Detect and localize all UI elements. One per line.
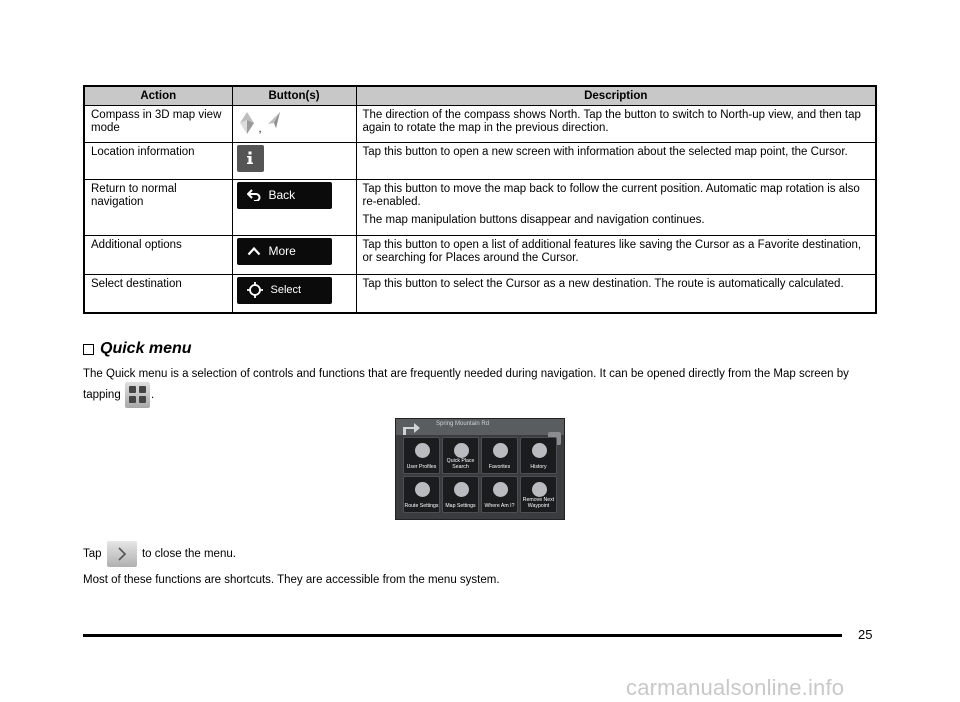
description-text: Tap this button to move the map back to follow the current position. Automatic map rotation is also re-enabled. bbox=[362, 182, 860, 208]
close-before-text: Tap bbox=[83, 548, 102, 561]
table-header-row bbox=[84, 86, 876, 105]
compass-3d-icon bbox=[239, 111, 255, 135]
back-button-label: Back bbox=[268, 187, 296, 202]
button-cell bbox=[232, 179, 356, 235]
footer-rule bbox=[83, 634, 842, 637]
close-instruction bbox=[83, 541, 236, 567]
intro-end-text: . bbox=[150, 389, 155, 402]
intro-paragraph bbox=[83, 367, 883, 381]
button-cell bbox=[232, 235, 356, 274]
crosshair-icon bbox=[247, 282, 263, 298]
screenshot-street-name: Spring Mountain Rd bbox=[436, 421, 490, 427]
section-heading bbox=[83, 340, 192, 358]
screenshot-tile: Map Settings bbox=[442, 476, 479, 513]
header-buttons: Button(s) bbox=[232, 86, 356, 105]
button-reference-table bbox=[83, 85, 877, 314]
back-button bbox=[237, 182, 332, 209]
description-text: Tap this button to open a list of additional features like saving the Cursor as a Favorite destination, or searching for Places around the Cursor. bbox=[362, 238, 862, 264]
watermark: carmanualsonline.info bbox=[626, 675, 845, 700]
description-text: The map manipulation buttons disappear and navigation continues. bbox=[362, 213, 705, 226]
description-cell bbox=[356, 274, 876, 313]
description-cell bbox=[356, 105, 876, 142]
table-row bbox=[84, 179, 876, 235]
select-button-label: Select bbox=[270, 283, 302, 296]
description-text: Tap this button to select the Cursor as a new destination. The route is automatically calculated. bbox=[362, 277, 844, 290]
description-text: The direction of the compass shows North. Tap the button to switch to North-up view, and then tap again to rotate the map in the previous direction. bbox=[362, 108, 861, 134]
description-cell bbox=[356, 142, 876, 179]
info-button bbox=[237, 145, 264, 172]
description-cell bbox=[356, 235, 876, 274]
table-row bbox=[84, 274, 876, 313]
table-row bbox=[84, 142, 876, 179]
screenshot-tile: Quick Place Search bbox=[442, 437, 479, 474]
select-button bbox=[237, 277, 332, 304]
button-cell bbox=[232, 105, 356, 142]
compass-north-icon bbox=[266, 111, 282, 129]
more-button bbox=[237, 238, 332, 265]
action-cell: Location information bbox=[84, 142, 232, 179]
description-text: Tap this button to open a new screen with information about the selected map point, the Cursor. bbox=[362, 145, 848, 158]
action-cell: Compass in 3D map view mode bbox=[84, 105, 232, 142]
button-cell bbox=[232, 274, 356, 313]
table-row bbox=[84, 105, 876, 142]
action-cell: Select destination bbox=[84, 274, 232, 313]
screenshot-tile: Where Am I? bbox=[481, 476, 518, 513]
screenshot-tile: User Profiles bbox=[403, 437, 440, 474]
checkbox-bullet-icon bbox=[83, 344, 94, 355]
close-menu-chevron-icon bbox=[107, 541, 137, 567]
screenshot-tile: History bbox=[520, 437, 557, 474]
header-description: Description bbox=[356, 86, 876, 105]
screenshot-tile: Favorites bbox=[481, 437, 518, 474]
quick-menu-screenshot bbox=[395, 418, 565, 520]
description-cell bbox=[356, 179, 876, 235]
quick-menu-icon bbox=[125, 382, 150, 408]
back-arrow-icon bbox=[247, 189, 261, 201]
section-title: Quick menu bbox=[100, 340, 192, 357]
screenshot-tile: Route Settings bbox=[403, 476, 440, 513]
screenshot-top-bar bbox=[396, 419, 565, 435]
table-row bbox=[84, 235, 876, 274]
action-cell: Additional options bbox=[84, 235, 232, 274]
action-cell: Return to normal navigation bbox=[84, 179, 232, 235]
header-action: Action bbox=[84, 86, 232, 105]
intro-text: The Quick menu is a selection of controls and functions that are frequently needed during navigation. It can be opened directly from the Map screen by bbox=[83, 368, 849, 380]
button-cell bbox=[232, 142, 356, 179]
more-button-label: More bbox=[268, 243, 296, 258]
screenshot-tile: Remove Next Waypoint bbox=[520, 476, 557, 513]
intro-paragraph-continued bbox=[83, 382, 154, 408]
intro-tapping-text: tapping bbox=[83, 389, 121, 402]
close-after-text: to close the menu. bbox=[141, 548, 236, 561]
compass-separator: , bbox=[258, 122, 262, 135]
shortcut-note: Most of these functions are shortcuts. They are accessible from the menu system. bbox=[83, 574, 500, 586]
info-icon bbox=[245, 151, 255, 165]
turn-arrow-icon bbox=[400, 421, 422, 435]
chevron-up-icon bbox=[247, 246, 261, 256]
page-number: 25 bbox=[858, 627, 873, 642]
